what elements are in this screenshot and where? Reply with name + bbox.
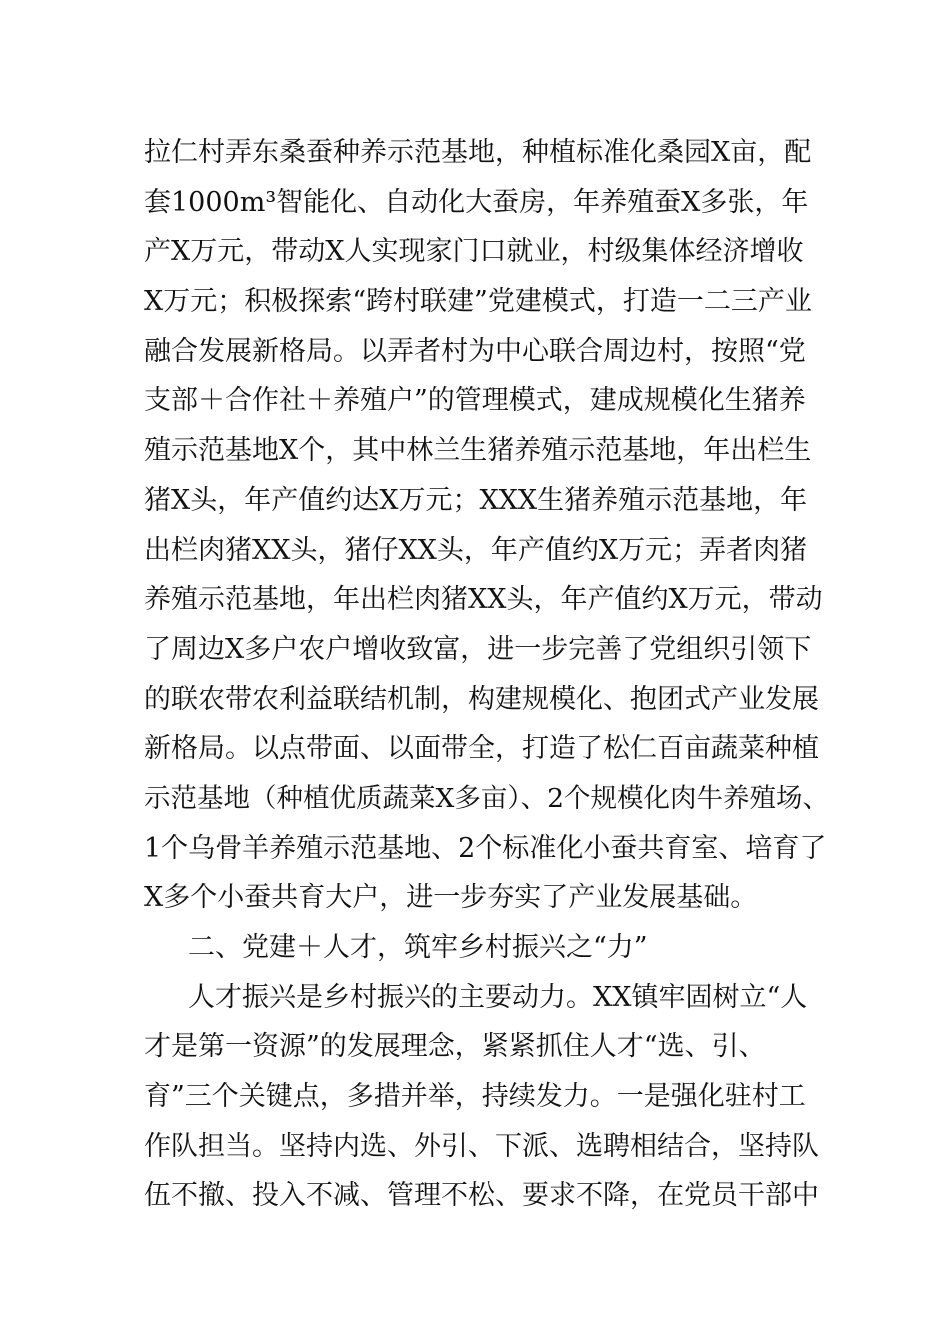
paragraph-line: 殖示范基地X个，其中林兰生猪养殖示范基地，年出栏生	[144, 435, 812, 467]
paragraph-line: 拉仁村弄东桑蚕种养示范基地，种植标准化桑园X亩，配	[144, 137, 812, 168]
paragraph-line: 出栏肉猪XX头，猪仔XX头，年产值约X万元；弄者肉猪	[144, 534, 808, 566]
paragraph-line: 伍不撤、投入不减、管理不松、要求不降，在党员干部中	[144, 1180, 819, 1212]
paragraph-line: X万元；积极探索“跨村联建”党建模式，打造一二三产业	[144, 286, 812, 318]
paragraph-line: 新格局。以点带面、以面带全，打造了松仁百亩蔬菜种植	[144, 733, 819, 765]
paragraph-line: 的联农带农利益联结机制，构建规模化、抱团式产业发展	[144, 683, 819, 715]
paragraph-line: 示范基地（种植优质蔬菜X多亩）、2个规模化肉牛养殖场、	[144, 782, 829, 814]
paragraph-line: 人才振兴是乡村振兴的主要动力。XX镇牢固树立“人	[188, 981, 808, 1013]
paragraph-line: 作队担当。坚持内选、外引、下派、选聘相结合，坚持队	[144, 1130, 819, 1162]
paragraph-line: 育”三个关键点，多措并举，持续发力。一是强化驻村工	[144, 1081, 806, 1113]
section-heading: 二、党建＋人才，筑牢乡村振兴之“力”	[188, 932, 648, 963]
paragraph-line: 产X万元，带动X人实现家门口就业，村级集体经济增收	[144, 236, 804, 268]
paragraph-line: 1个乌骨羊养殖示范基地、2个标准化小蚕共育室、培育了	[144, 832, 827, 864]
paragraph-line: X多个小蚕共育大户，进一步夯实了产业发展基础。	[144, 882, 758, 914]
paragraph-line: 支部＋合作社＋养殖户”的管理模式，建成规模化生猪养	[144, 385, 806, 417]
body-text	[144, 128, 834, 1221]
paragraph-line: 养殖示范基地，年出栏肉猪XX头，年产值约X万元，带动	[144, 584, 823, 616]
paragraph-line: 套1000m³智能化、自动化大蚕房，年养殖蚕X多张，年	[144, 186, 809, 218]
paragraph-line: 才是第一资源”的发展理念，紧紧抓住人才“选、引、	[144, 1031, 766, 1063]
paragraph-line: 猪X头，年产值约达X万元；XXX生猪养殖示范基地，年	[144, 484, 808, 516]
paragraph-line: 融合发展新格局。以弄者村为中心联合周边村，按照“党	[144, 335, 806, 367]
paragraph-line: 了周边X多户农户增收致富，进一步完善了党组织引领下	[144, 633, 812, 665]
